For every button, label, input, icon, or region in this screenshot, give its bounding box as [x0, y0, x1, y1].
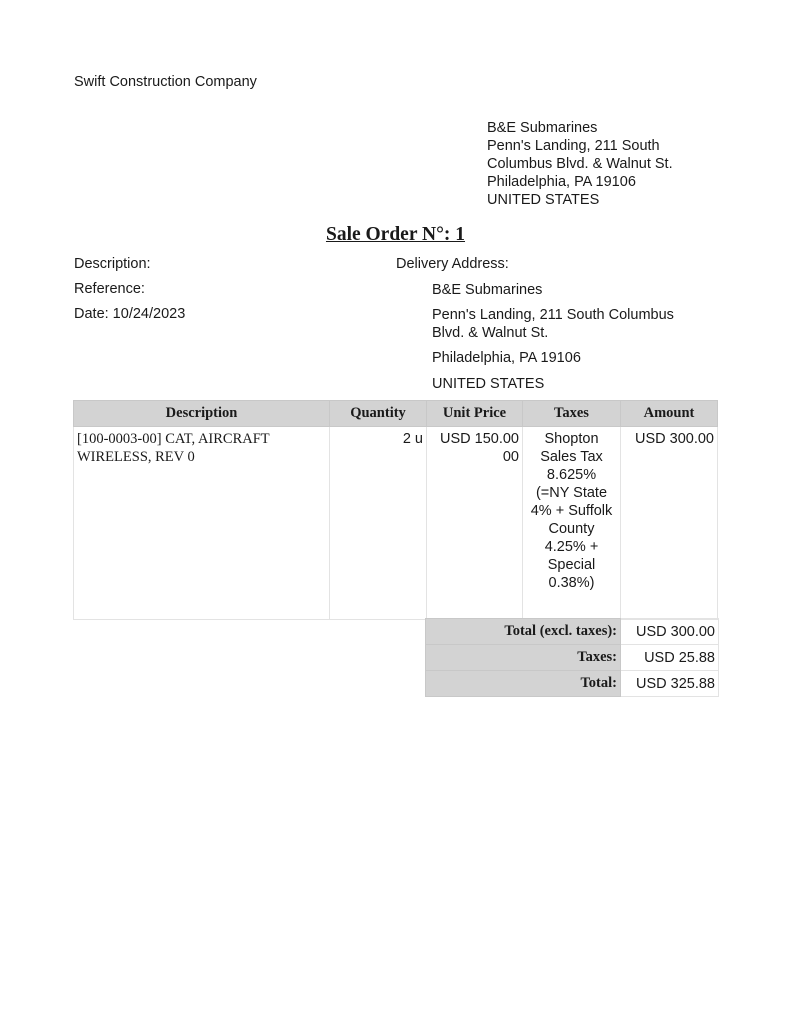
line-tax-text: Sales Tax: [540, 449, 603, 465]
line-taxes: [523, 427, 621, 620]
order-lines-table: [73, 400, 718, 620]
order-date: Date: 10/24/2023: [74, 306, 186, 322]
delivery-name: B&E Submarines: [432, 282, 543, 298]
customer-address: [487, 119, 673, 209]
delivery-city: Philadelphia, PA 19106: [432, 350, 581, 366]
line-tax-text: 0.38%): [548, 575, 595, 591]
grand-total-label: Total:: [426, 671, 621, 697]
delivery-address-label: Delivery Address:: [396, 256, 509, 272]
line-tax-text: (=NY State: [535, 485, 608, 501]
total-excl-value: USD 300.00: [621, 619, 719, 645]
line-tax-text: County: [548, 521, 595, 537]
line-amount: USD 300.00: [621, 427, 718, 620]
customer-address-line: B&E Submarines: [487, 120, 598, 136]
company-name: Swift Construction Company: [74, 74, 257, 90]
header-description: Description: [74, 401, 330, 427]
totals-row-total: [426, 671, 719, 697]
line-tax-text: 8.625%: [546, 467, 597, 483]
line-unit-price-text: 00: [502, 449, 519, 465]
header-amount: Amount: [621, 401, 718, 427]
customer-address-line: Penn's Landing, 211 South: [487, 138, 660, 154]
totals-table: [425, 618, 719, 697]
totals-row-untaxed: [426, 619, 719, 645]
header-unit-price: Unit Price: [427, 401, 523, 427]
table-header-row: [74, 401, 718, 427]
line-tax-text: 4% + Suffolk: [530, 503, 613, 519]
line-description-text: WIRELESS, REV 0: [77, 449, 195, 465]
customer-address-line: Columbus Blvd. & Walnut St.: [487, 156, 673, 172]
line-tax-text: Shopton: [544, 431, 599, 447]
delivery-country: UNITED STATES: [432, 376, 545, 392]
line-unit-price: [427, 427, 523, 620]
taxes-label: Taxes:: [426, 645, 621, 671]
line-description: [74, 427, 330, 620]
delivery-street-line: Blvd. & Walnut St.: [432, 325, 549, 341]
grand-total-value: USD 325.88: [621, 671, 719, 697]
customer-address-line: UNITED STATES: [487, 192, 600, 208]
delivery-street-line: Penn's Landing, 211 South Columbus: [432, 307, 674, 323]
line-tax-text: 4.25% +: [544, 539, 599, 555]
reference-label: Reference:: [74, 281, 145, 297]
document-title: Sale Order N°: 1: [325, 224, 466, 245]
description-label: Description:: [74, 256, 151, 272]
line-unit-price-text: USD 150.00: [440, 431, 519, 447]
header-taxes: Taxes: [523, 401, 621, 427]
header-quantity: Quantity: [330, 401, 427, 427]
customer-address-line: Philadelphia, PA 19106: [487, 174, 636, 190]
totals-row-taxes: [426, 645, 719, 671]
line-quantity: 2 u: [330, 427, 427, 620]
total-excl-label: Total (excl. taxes):: [426, 619, 621, 645]
delivery-street: [432, 306, 674, 342]
taxes-value: USD 25.88: [621, 645, 719, 671]
line-description-text: [100-0003-00] CAT, AIRCRAFT: [77, 431, 270, 447]
line-tax-text: Special: [547, 557, 596, 573]
table-row: [74, 427, 718, 620]
